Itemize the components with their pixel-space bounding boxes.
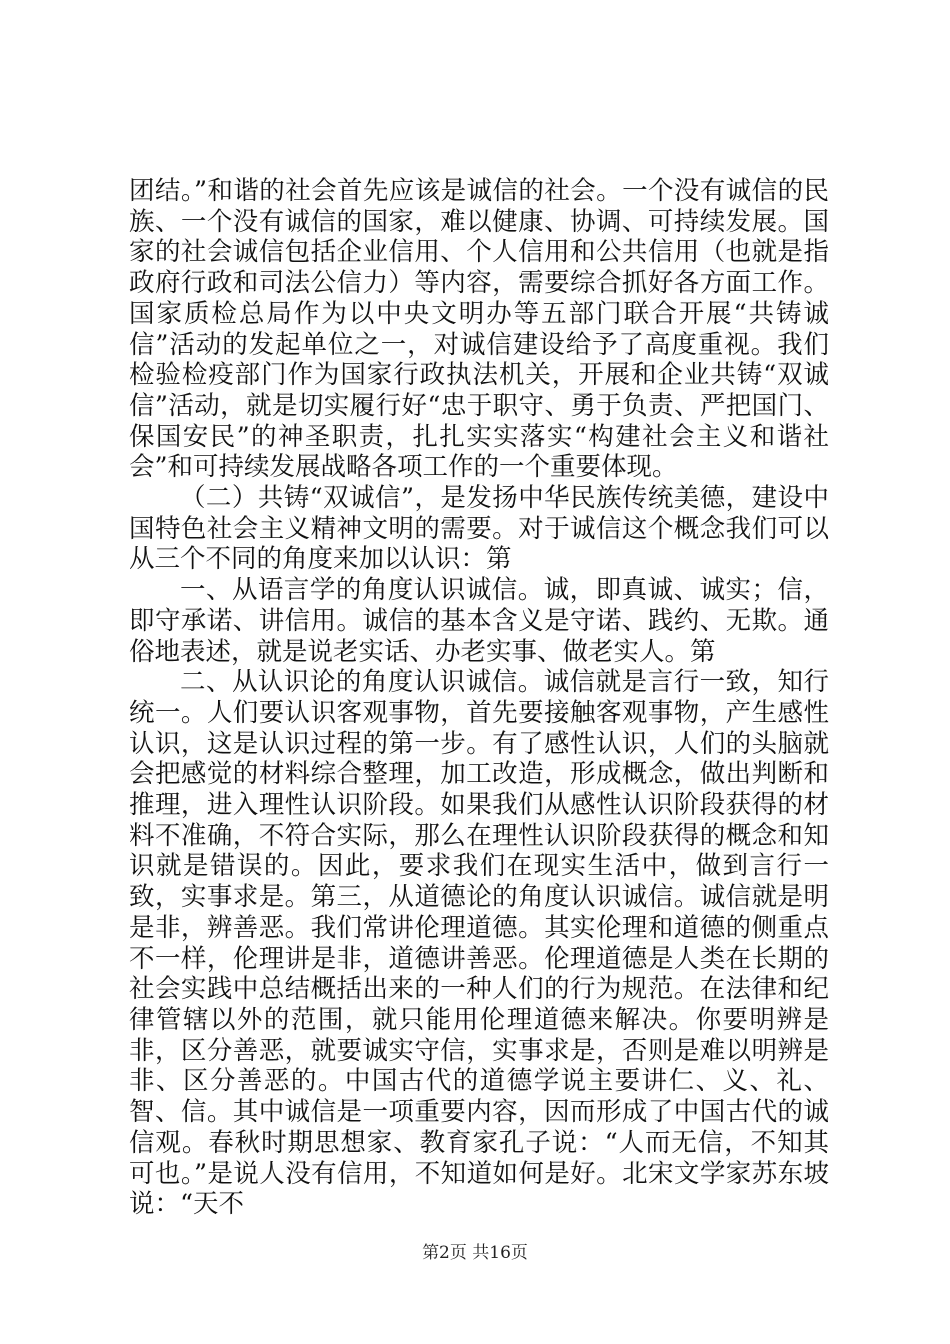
document-body <box>129 176 829 1220</box>
paragraph-4: 二、从认识论的角度认识诚信。诚信就是言行一致，知行统一。人们要认识客观事物，首先要接触客观事物，产生感性认识，这是认识过程的第一步。有了感性认识，人们的头脑就会把感觉的材料综合整理，加工改造，形成概念，做出判断和推理，进入理性认识阶段。如果我们从感性认识阶段获得的材料不准确，不符合实际，那么在理性认识阶段获得的概念和知识就是错误的。因此，要求我们在现实生活中，做到言行一致，实事求是。第三，从道德论的角度认识诚信。诚信就是明是非，辨善恶。我们常讲伦理道德。其实伦理和道德的侧重点不一样，伦理讲是非，道德讲善恶。伦理道德是人类在长期的社会实践中总结概括出来的一种人们的行为规范。在法律和纪律管辖以外的范围，就只能用伦理道德来解决。你要明辨是非，区分善恶，就要诚实守信，实事求是，否则是难以明辨是非、区分善恶的。中国古代的道德学说主要讲仁、义、礼、智、信。其中诚信是一项重要内容，因而形成了中国古代的诚信观。春秋时期思想家、教育家孔子说：“人而无信，不知其可也。”是说人没有信用，不知道如何是好。北宋文学家苏东坡说：“天不 <box>129 667 829 1220</box>
page-number-footer: 第2页 共16页 <box>422 1243 528 1263</box>
paragraph-3: 一、从语言学的角度认识诚信。诚，即真诚、诚实；信，即守承诺、讲信用。诚信的基本含义是守诺、践约、无欺。通俗地表述，就是说老实话、办老实事、做老实人。第 <box>129 575 829 667</box>
paragraph-2: （二）共铸“双诚信”，是发扬中华民族传统美德，建设中国特色社会主义精神文明的需要。对于诚信这个概念我们可以从三个不同的角度来加以认识：第 <box>129 483 829 575</box>
paragraph-1: 团结。”和谐的社会首先应该是诚信的社会。一个没有诚信的民族、一个没有诚信的国家，难以健康、协调、可持续发展。国家的社会诚信包括企业信用、个人信用和公共信用（也就是指政府行政和司法公信力）等内容，需要综合抓好各方面工作。国家质检总局作为以中央文明办等五部门联合开展“共铸诚信”活动的发起单位之一，对诚信建设给予了高度重视。我们检验检疫部门作为国家行政执法机关，开展和企业共铸“双诚信”活动，就是切实履行好“忠于职守、勇于负责、严把国门、保国安民”的神圣职责，扎扎实实落实“构建社会主义和谐社会”和可持续发展战略各项工作的一个重要体现。 <box>129 176 829 483</box>
